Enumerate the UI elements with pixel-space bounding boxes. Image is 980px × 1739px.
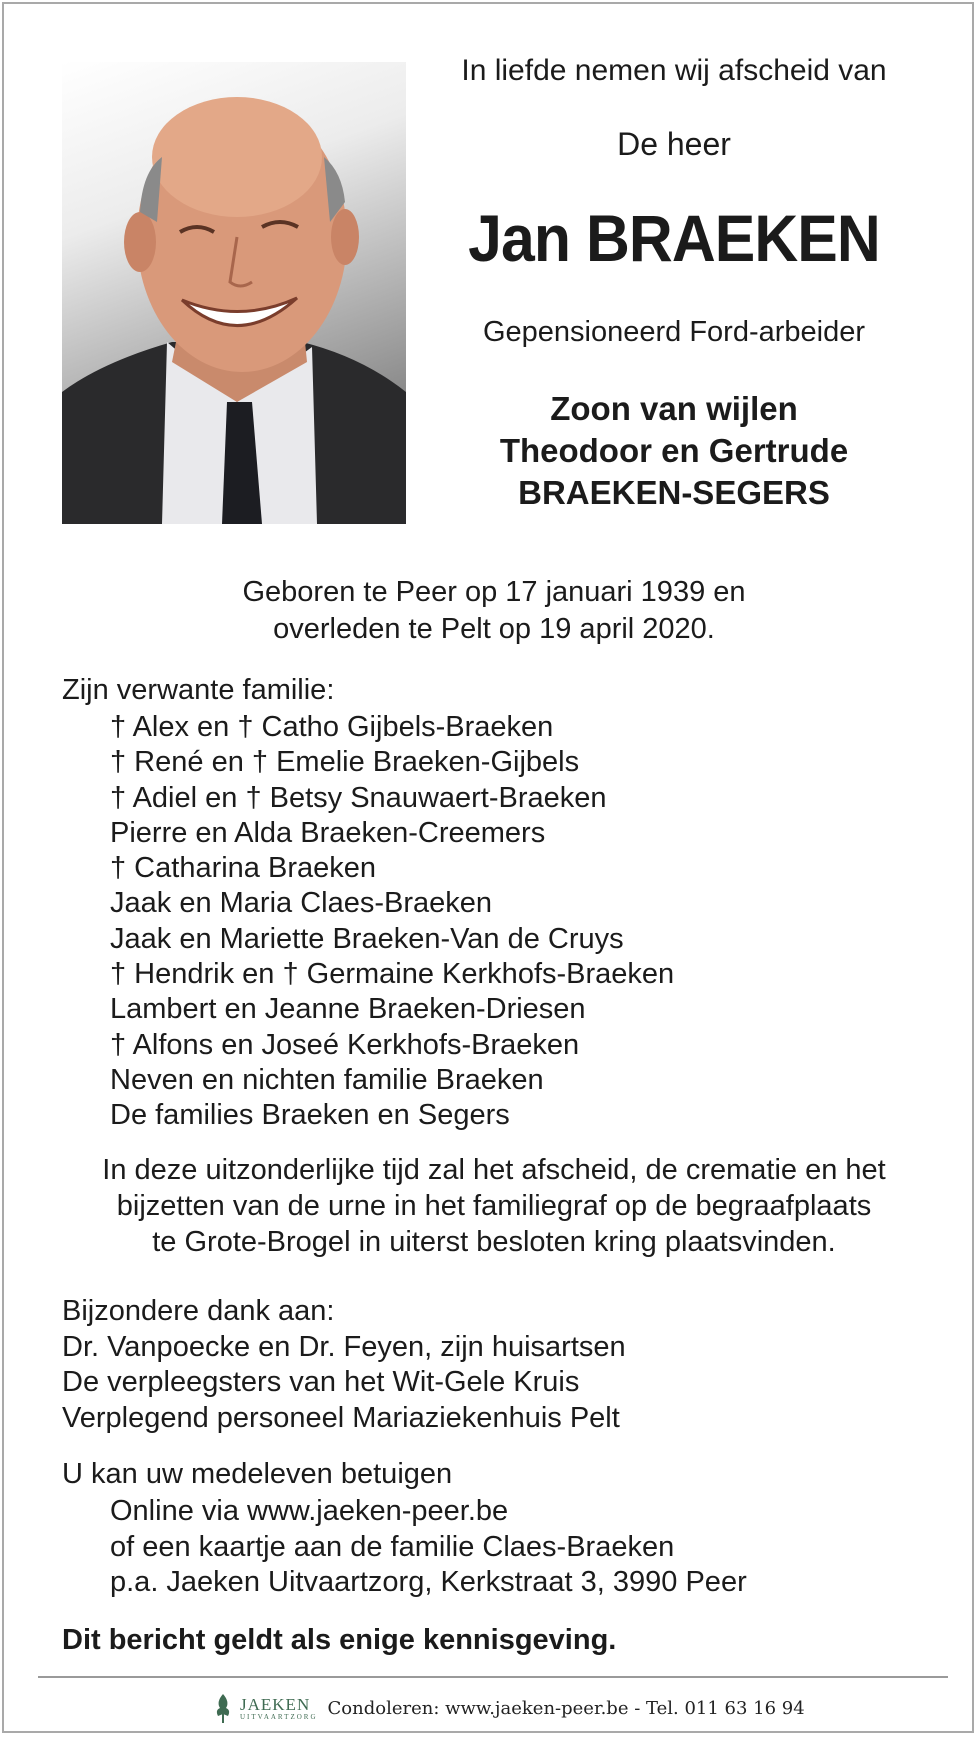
footer-divider — [38, 1676, 948, 1678]
family-member: † Catharina Braeken — [110, 852, 376, 885]
family-member: Lambert en Jeanne Braeken-Driesen — [110, 993, 586, 1026]
family-member: Neven en nichten familie Braeken — [110, 1063, 544, 1096]
thanks-block — [62, 1294, 626, 1436]
family-member: † Hendrik en † Germaine Kerkhofs-Braeken — [110, 958, 675, 991]
intro-text: In liefde nemen wij afscheid van — [461, 54, 887, 87]
sympathy-heading: U kan uw medeleven betuigen — [62, 1458, 453, 1490]
died-line: overleden te Pelt op 19 april 2020. — [273, 613, 715, 645]
notice-line: bijzetten van de urne in het familiegraf op de begraafplaats — [116, 1190, 872, 1222]
deceased-name: Jan BRAEKEN — [468, 201, 880, 275]
funeral-home-logo — [212, 1692, 318, 1724]
sympathy-address-line: p.a. Jaeken Uitvaartzorg, Kerkstraat 3, 3990 Peer — [110, 1566, 747, 1598]
family-member: † Alex en † Catho Gijbels-Braeken — [110, 711, 554, 743]
occupation: Gepensioneerd Ford-arbeider — [482, 316, 866, 348]
notice-line: In deze uitzonderlijke tijd zal het afscheid, de crematie en het — [102, 1154, 886, 1186]
family-member: Pierre en Alda Braeken-Creemers — [110, 816, 546, 849]
honorific: De heer — [617, 126, 731, 162]
thanks-line: Dr. Vanpoecke en Dr. Feyen, zijn huisartsen — [62, 1330, 626, 1363]
notice-line: te Grote-Brogel in uiterst besloten kring plaatsvinden. — [152, 1226, 836, 1258]
thanks-heading: Bijzondere dank aan: — [62, 1295, 335, 1327]
obituary-card — [2, 2, 974, 1733]
family-member: † René en † Emelie Braeken-Gijbels — [110, 746, 580, 779]
logo-name: JAEKEN — [240, 1695, 311, 1714]
birth-death-info — [4, 574, 980, 648]
parents-line: BRAEKEN-SEGERS — [518, 474, 830, 511]
footer — [212, 1688, 805, 1728]
family-member: † Alfons en Joseé Kerkhofs-Braeken — [110, 1028, 580, 1061]
tree-icon — [212, 1692, 234, 1724]
ceremony-notice — [4, 1152, 980, 1260]
thanks-line: Verplegend personeel Mariaziekenhuis Pelt — [62, 1401, 620, 1434]
family-member: Jaak en Maria Claes-Braeken — [110, 887, 493, 920]
sympathy-online-link[interactable]: Online via www.jaeken-peer.be — [110, 1495, 509, 1527]
born-line: Geboren te Peer op 17 januari 1939 en — [242, 576, 746, 608]
condolences-info[interactable]: Condoleren: www.jaeken-peer.be - Tel. 011 63 16 94 — [327, 1697, 805, 1719]
parents-line: Zoon van wijlen — [550, 390, 798, 427]
sympathy-card-line: of een kaartje aan de familie Claes-Braeken — [110, 1530, 675, 1563]
family-member: Jaak en Mariette Braeken-Van de Cruys — [110, 922, 624, 955]
thanks-line: De verpleegsters van het Wit-Gele Kruis — [62, 1366, 580, 1398]
family-list — [110, 710, 674, 1134]
portrait-illustration — [62, 62, 406, 524]
family-member: † Adiel en † Betsy Snauwaert-Braeken — [110, 781, 607, 814]
parents-block — [424, 388, 924, 514]
sympathy-list — [110, 1494, 747, 1601]
family-member: De families Braeken en Segers — [110, 1099, 510, 1132]
final-statement: Dit bericht geldt als enige kennisgeving. — [62, 1624, 617, 1656]
logo-subtitle: UITVAARTZORG — [240, 1713, 318, 1721]
family-heading: Zijn verwante familie: — [62, 674, 335, 706]
portrait-photo — [62, 62, 406, 524]
parents-line: Theodoor en Gertrude — [499, 432, 849, 469]
